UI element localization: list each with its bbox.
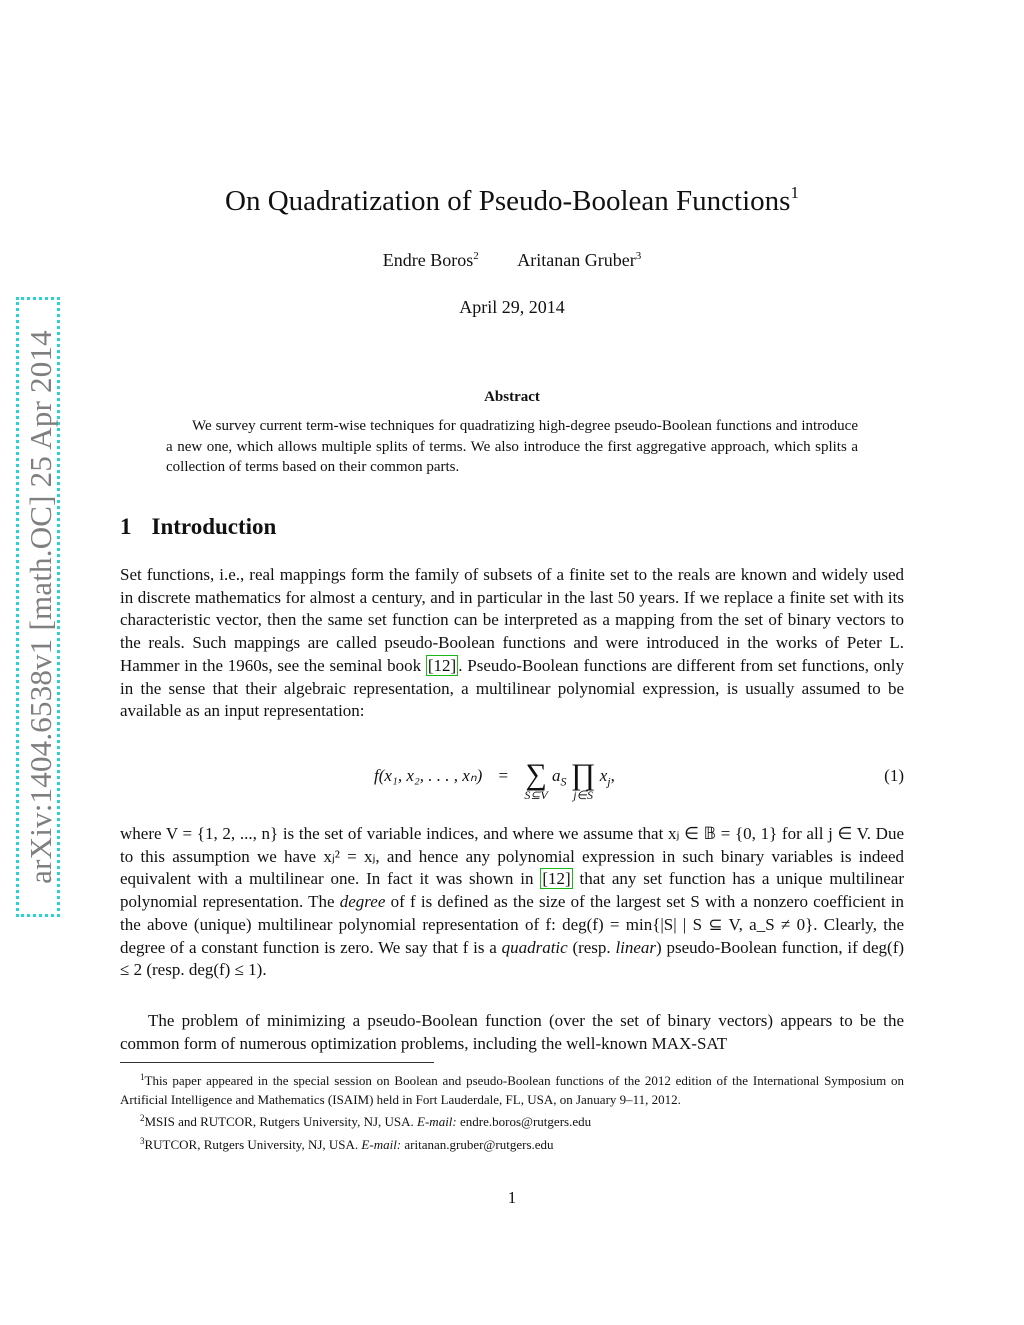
footnote-rule xyxy=(120,1062,434,1063)
paragraph-text: of f is defined as the size of the largest set S with a nonzero coefficient in the above (unique) multilinear polynomial representation of f: deg(f) = min{|S| | S ⊆ V, a_S ≠ 0}. Clearly, the degree of a constant function is zero. We say that f is a xyxy=(120,892,904,957)
footnote-mark: 3 xyxy=(140,1135,145,1146)
emphasis-quadratic: quadratic xyxy=(501,937,568,957)
footnote-text: MSIS and RUTCOR, Rutgers University, NJ, USA. xyxy=(144,1114,418,1129)
equation-1 xyxy=(120,760,904,808)
emphasis-linear: linear xyxy=(615,937,657,957)
section-number: 1 xyxy=(120,514,132,539)
product-operator xyxy=(571,760,596,803)
sum-operator xyxy=(524,760,547,803)
paragraph-1 xyxy=(120,564,904,723)
equation-variable: $x_j$ xyxy=(599,766,611,789)
email-address[interactable]: endre.boros@rutgers.edu xyxy=(456,1114,592,1129)
emphasis-degree: degree xyxy=(339,892,386,912)
footnote-text: This paper appeared in the special session on Boolean and pseudo-Boolean functions of the 2012 edition of the International Symposium on Artificial Intelligence and Mathematics (ISAIM) held in Fort Lauderdale, FL, USA, on January 9–11, 2012. xyxy=(120,1073,904,1107)
citation-link[interactable]: [12] xyxy=(427,655,457,675)
citation-link[interactable]: [12] xyxy=(542,869,571,889)
arxiv-stamp-text: arXiv:1404.6538v1 [math.OC] 25 Apr 2014 xyxy=(23,330,58,884)
author-name: Aritanan Gruber xyxy=(517,250,636,270)
footnote-mark: 2 xyxy=(140,1113,145,1123)
section-title: Introduction xyxy=(151,514,277,539)
title-text: On Quadratization of Pseudo-Boolean Functions xyxy=(225,185,791,217)
footnote xyxy=(120,1109,904,1132)
product-limit: j∈S xyxy=(573,788,594,802)
page-number: 1 xyxy=(507,1188,517,1207)
equation-body xyxy=(374,760,615,803)
author-footnote-mark: 3 xyxy=(635,250,642,262)
paragraph-text: Set functions, i.e., real mappings form the family of subsets of a finite set to the reals are known and widely used in discrete mathematics for almost a century, and in particular in the last 50 years. If we replace a finite set with its characteristic vector, then the same set function can be interpreted as a mapping from the set of binary vectors to the reals. Such mappings are called pseudo-Boolean functions and were introduced in the works of Peter L. Hammer in the 1960s, see the seminal book xyxy=(120,565,904,675)
equation-coefficient: $a_S$ xyxy=(552,766,567,789)
email-label: E-mail: xyxy=(417,1114,457,1129)
paragraph-text: . Pseudo-Boolean functions are different from set functions, only in the sense that their algebraic representation, a multilinear polynomial expression, is usually assumed to be available as an input representation: xyxy=(120,655,904,721)
paragraph-3: The problem of minimizing a pseudo-Boolean function (over the set of binary vectors) appears to be the common form of numerous optimization problems, including the well-known MAX-SAT xyxy=(120,1011,904,1053)
footnotes xyxy=(120,1068,904,1154)
sum-limit: S⊆V xyxy=(524,788,548,802)
paragraph-2 xyxy=(120,823,904,982)
author-list xyxy=(0,250,1024,271)
paragraph-text: ) pseudo-Boolean function, if deg(f) ≤ 2 (resp. deg(f) ≤ 1). xyxy=(120,937,905,980)
paragraph-text: (resp. xyxy=(567,937,616,957)
email-address[interactable]: aritanan.gruber@rutgers.edu xyxy=(401,1136,554,1152)
author-name: Endre Boros xyxy=(382,250,474,270)
paragraph-text: where V = {1, 2, ..., n} is the set of variable indices, and where we assume that xⱼ ∈ 𝔹 = {0, 1} for all j ∈ V. Due to this assumption we have xⱼ² = xⱼ, and hence any polynomial expression in such binary variables is indeed equivalent with a multilinear one. In fact it was shown in xyxy=(120,824,904,889)
abstract-text: We survey current term-wise techniques for quadratizing high-degree pseudo-Boolean functions and introduce a new one, which allows multiple splits of terms. We also introduce the first aggregative approach, which splits a collection of terms based on their common parts. xyxy=(166,418,858,475)
equation-number: (1) xyxy=(884,766,904,785)
paper-title xyxy=(0,183,1024,218)
abstract-heading: Abstract xyxy=(484,389,540,405)
footnote-mark: 1 xyxy=(140,1072,145,1082)
footnote-text: RUTCOR, Rutgers University, NJ, USA. xyxy=(144,1136,362,1152)
footnote xyxy=(120,1068,904,1109)
email-label: E-mail: xyxy=(361,1136,402,1152)
author-footnote-mark: 2 xyxy=(473,250,479,262)
author xyxy=(383,250,479,271)
footnote xyxy=(120,1132,904,1155)
equation-tail: , xyxy=(610,766,615,785)
equation-lhs: f(x₁, x₂, . . . , xₙ) xyxy=(374,766,483,785)
author xyxy=(517,250,641,271)
section-heading xyxy=(120,514,276,540)
product-symbol: ∏ xyxy=(570,758,596,791)
title-footnote-mark: 1 xyxy=(790,183,799,202)
sum-symbol: ∑ xyxy=(525,758,547,791)
paragraph-text: that any set function has a unique multilinear polynomial representation. The xyxy=(120,869,905,912)
equation-equals: = xyxy=(498,766,509,785)
paper-date: April 29, 2014 xyxy=(459,297,565,317)
